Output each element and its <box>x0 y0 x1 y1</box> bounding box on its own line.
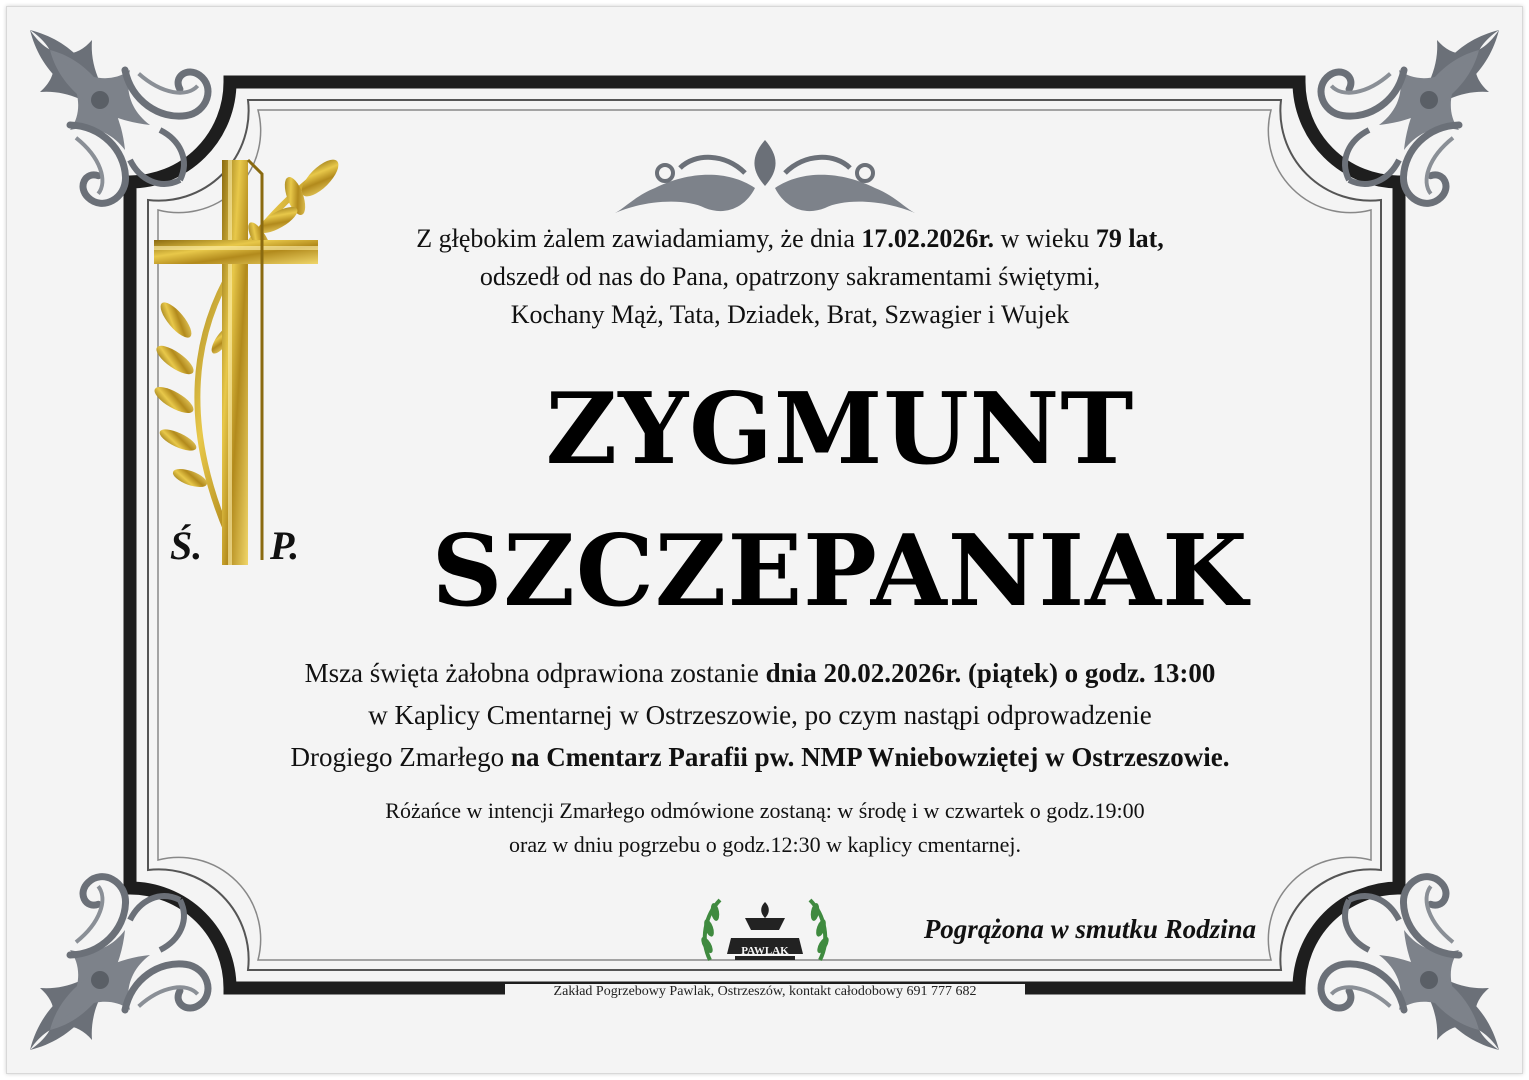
intro-line-2: odszedł od nas do Pana, opatrzony sakramentami świętymi, <box>479 262 1101 291</box>
mass-text-part: Msza święta żałobna odprawiona zostanie <box>304 658 766 688</box>
mass-line-1 <box>160 652 1360 694</box>
first-name: ZYGMUNT <box>545 372 1135 487</box>
mass-line-2: w Kaplicy Cmentarnej w Ostrzeszowie, po czym nastąpi odprowadzenie <box>368 700 1152 730</box>
rosary-line-1: Różańce w intencji Zmarłego odmówione zostaną: w środę i w czwartek o godz.19:00 <box>385 798 1145 823</box>
logo-text: PAWLAK <box>741 945 789 957</box>
mass-text-part: Drogiego Zmarłego <box>290 742 511 772</box>
corner-ornament-icon <box>1313 870 1499 1050</box>
funeral-home-footer: Zakład Pogrzebowy Pawlak, Ostrzeszów, kontakt całodobowy 691 777 682 <box>505 984 1025 1000</box>
intro-text <box>240 220 1340 334</box>
cemetery-name: na Cmentarz Parafii pw. NMP Wniebowziętej w Ostrzeszowie. <box>510 742 1230 772</box>
mass-line-3 <box>160 736 1360 778</box>
corner-ornament-icon <box>1313 30 1499 210</box>
rosary-info <box>215 794 1315 862</box>
age: 79 lat, <box>1095 224 1164 253</box>
last-name: SZCZEPANIAK <box>431 514 1249 629</box>
death-date: 17.02.2026r. <box>861 224 995 253</box>
corner-ornament-icon <box>30 30 216 210</box>
rosary-line-2: oraz w dniu pogrzebu o godz.12:30 w kaplicy cmentarnej. <box>509 832 1021 857</box>
mass-date-time: dnia 20.02.2026r. (piątek) o godz. 13:00 <box>765 658 1216 688</box>
sp-p: P. <box>270 523 300 568</box>
top-ornament-icon <box>615 140 915 213</box>
sp-s: Ś. <box>170 523 203 568</box>
family-signature: Pogrążona w smutku Rodzina <box>923 914 1257 944</box>
mass-info <box>160 652 1360 778</box>
intro-text-part: w wieku <box>994 224 1096 253</box>
corner-ornament-icon <box>30 870 216 1050</box>
intro-line-1 <box>240 220 1340 258</box>
intro-line-3: Kochany Mąż, Tata, Dziadek, Brat, Szwagier i Wujek <box>510 300 1070 329</box>
intro-text-part: Z głębokim żalem zawiadamiamy, że dnia <box>416 224 862 253</box>
